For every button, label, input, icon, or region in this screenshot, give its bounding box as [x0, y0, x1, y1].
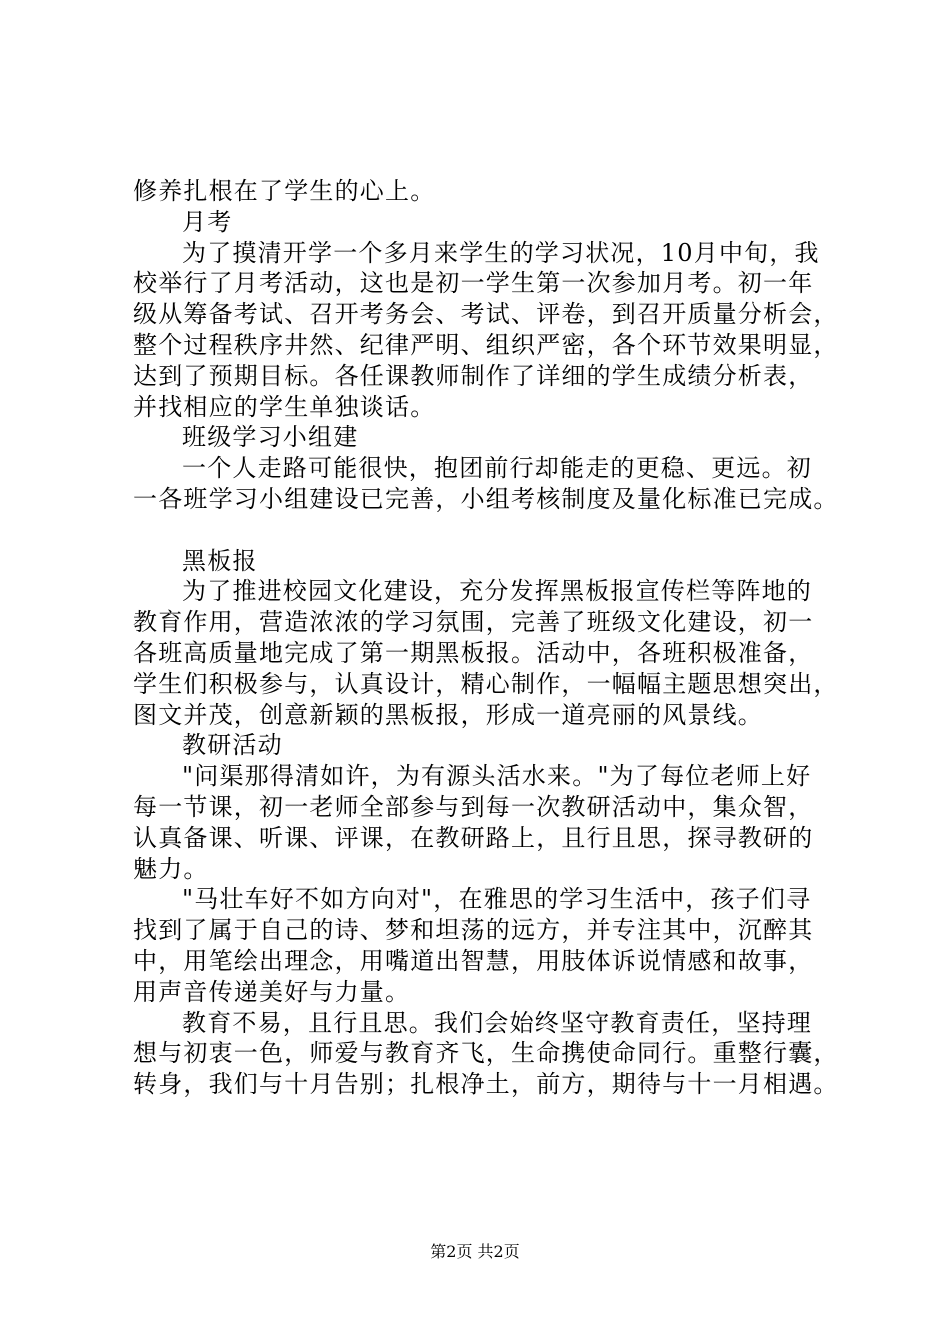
section-heading-teaching-research: 教研活动 [182, 731, 283, 760]
paragraph-line: 校举行了月考活动，这也是初一学生第一次参加月考。初一年 [133, 269, 814, 298]
paragraph-line: 为了推进校园文化建设，充分发挥黑板报宣传栏等阵地的 [182, 577, 812, 606]
paragraph-line: 级从筹备考试、召开考务会、考试、评卷，到召开质量分析会， [133, 300, 839, 329]
page-footer [0, 1242, 950, 1262]
section-heading-monthly-exam: 月考 [182, 207, 233, 236]
paragraph-line: 找到了属于自己的诗、梦和坦荡的远方，并专注其中，沉醉其 [133, 916, 814, 945]
page-number-label: 第2页 共2页 [430, 1242, 520, 1261]
paragraph-line: "马壮车好不如方向对"，在雅思的学习生活中，孩子们寻 [182, 885, 812, 914]
document-body [133, 176, 843, 1100]
paragraph-line: 一个人走路可能很快，抱团前行却能走的更稳、更远。初 [182, 454, 812, 483]
section-heading-study-groups: 班级学习小组建 [182, 423, 359, 452]
paragraph-line: 为了摸清开学一个多月来学生的学习状况，10月中旬，我 [182, 238, 820, 267]
paragraph-line: 认真备课、听课、评课，在教研路上，且行且思，探寻教研的 [133, 823, 814, 852]
paragraph-line: 教育作用，营造浓浓的学习氛围，完善了班级文化建设，初一 [133, 608, 814, 637]
paragraph-line: 学生们积极参与，认真设计，精心制作，一幅幅主题思想突出， [133, 669, 839, 698]
paragraph-line: 修养扎根在了学生的心上。 [133, 177, 436, 205]
paragraph-line: "问渠那得清如许，为有源头活水来。"为了每位老师上好 [182, 762, 812, 791]
paragraph-line: 每一节课，初一老师全部参与到每一次教研活动中，集众智， [133, 792, 814, 821]
paragraph-line: 各班高质量地完成了第一期黑板报。活动中，各班积极准备， [133, 638, 814, 667]
paragraph-line: 魅力。 [133, 854, 209, 883]
paragraph-line: 教育不易，且行且思。我们会始终坚守教育责任，坚持理 [182, 1008, 812, 1037]
paragraph-line: 并找相应的学生单独谈话。 [133, 392, 436, 421]
paragraph-line: 中，用笔绘出理念，用嘴道出智慧，用肢体诉说情感和故事， [133, 946, 814, 975]
paragraph-line: 用声音传递美好与力量。 [133, 977, 411, 1006]
section-heading-blackboard: 黑板报 [182, 546, 258, 575]
paragraph-line: 整个过程秩序井然、纪律严明、组织严密，各个环节效果明显， [133, 330, 839, 359]
paragraph-line: 达到了预期目标。各任课教师制作了详细的学生成绩分析表， [133, 361, 814, 390]
paragraph-line: 一各班学习小组建设已完善，小组考核制度及量化标准已完成。 [133, 484, 839, 513]
blank-line [133, 515, 843, 546]
paragraph-line: 想与初衷一色，师爱与教育齐飞，生命携使命同行。重整行囊， [133, 1039, 839, 1068]
paragraph-line: 转身，我们与十月告别；扎根净土，前方，期待与十一月相遇。 [133, 1070, 839, 1099]
paragraph-line: 图文并茂，创意新颖的黑板报，形成一道亮丽的风景线。 [133, 700, 763, 729]
